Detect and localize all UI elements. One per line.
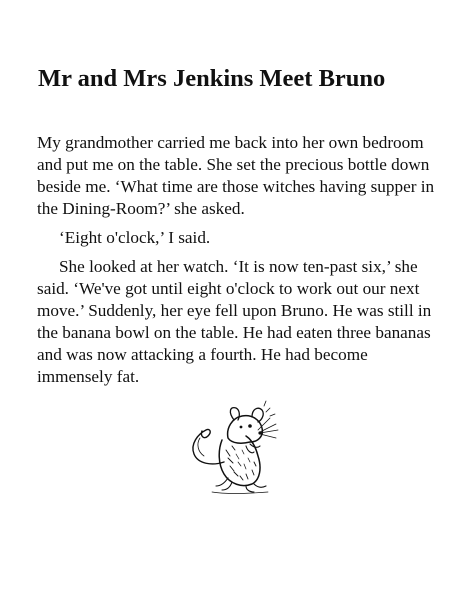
- paragraph-3: She looked at her watch. ‘It is now ten-past six,’ she said. ‘We've got until eight o'clock to work out our next move.’ Suddenly, her eye fell upon Bruno. He was still in the banana bowl on the table. He had eaten three bananas and was now attacking a fourth. He had become immensely fat.: [37, 257, 432, 386]
- chapter-body: [37, 132, 437, 395]
- chapter-title: Mr and Mrs Jenkins Meet Bruno: [38, 65, 386, 92]
- paragraph-2: ‘Eight o'clock,’ I said.: [59, 228, 211, 247]
- paragraph-1: My grandmother carried me back into her own bedroom and put me on the table. She set the precious bottle down beside me. ‘What time are those witches having supper in the Dining-Room?’ she asked.: [37, 133, 435, 218]
- mouse-sketch-icon: [172, 400, 292, 495]
